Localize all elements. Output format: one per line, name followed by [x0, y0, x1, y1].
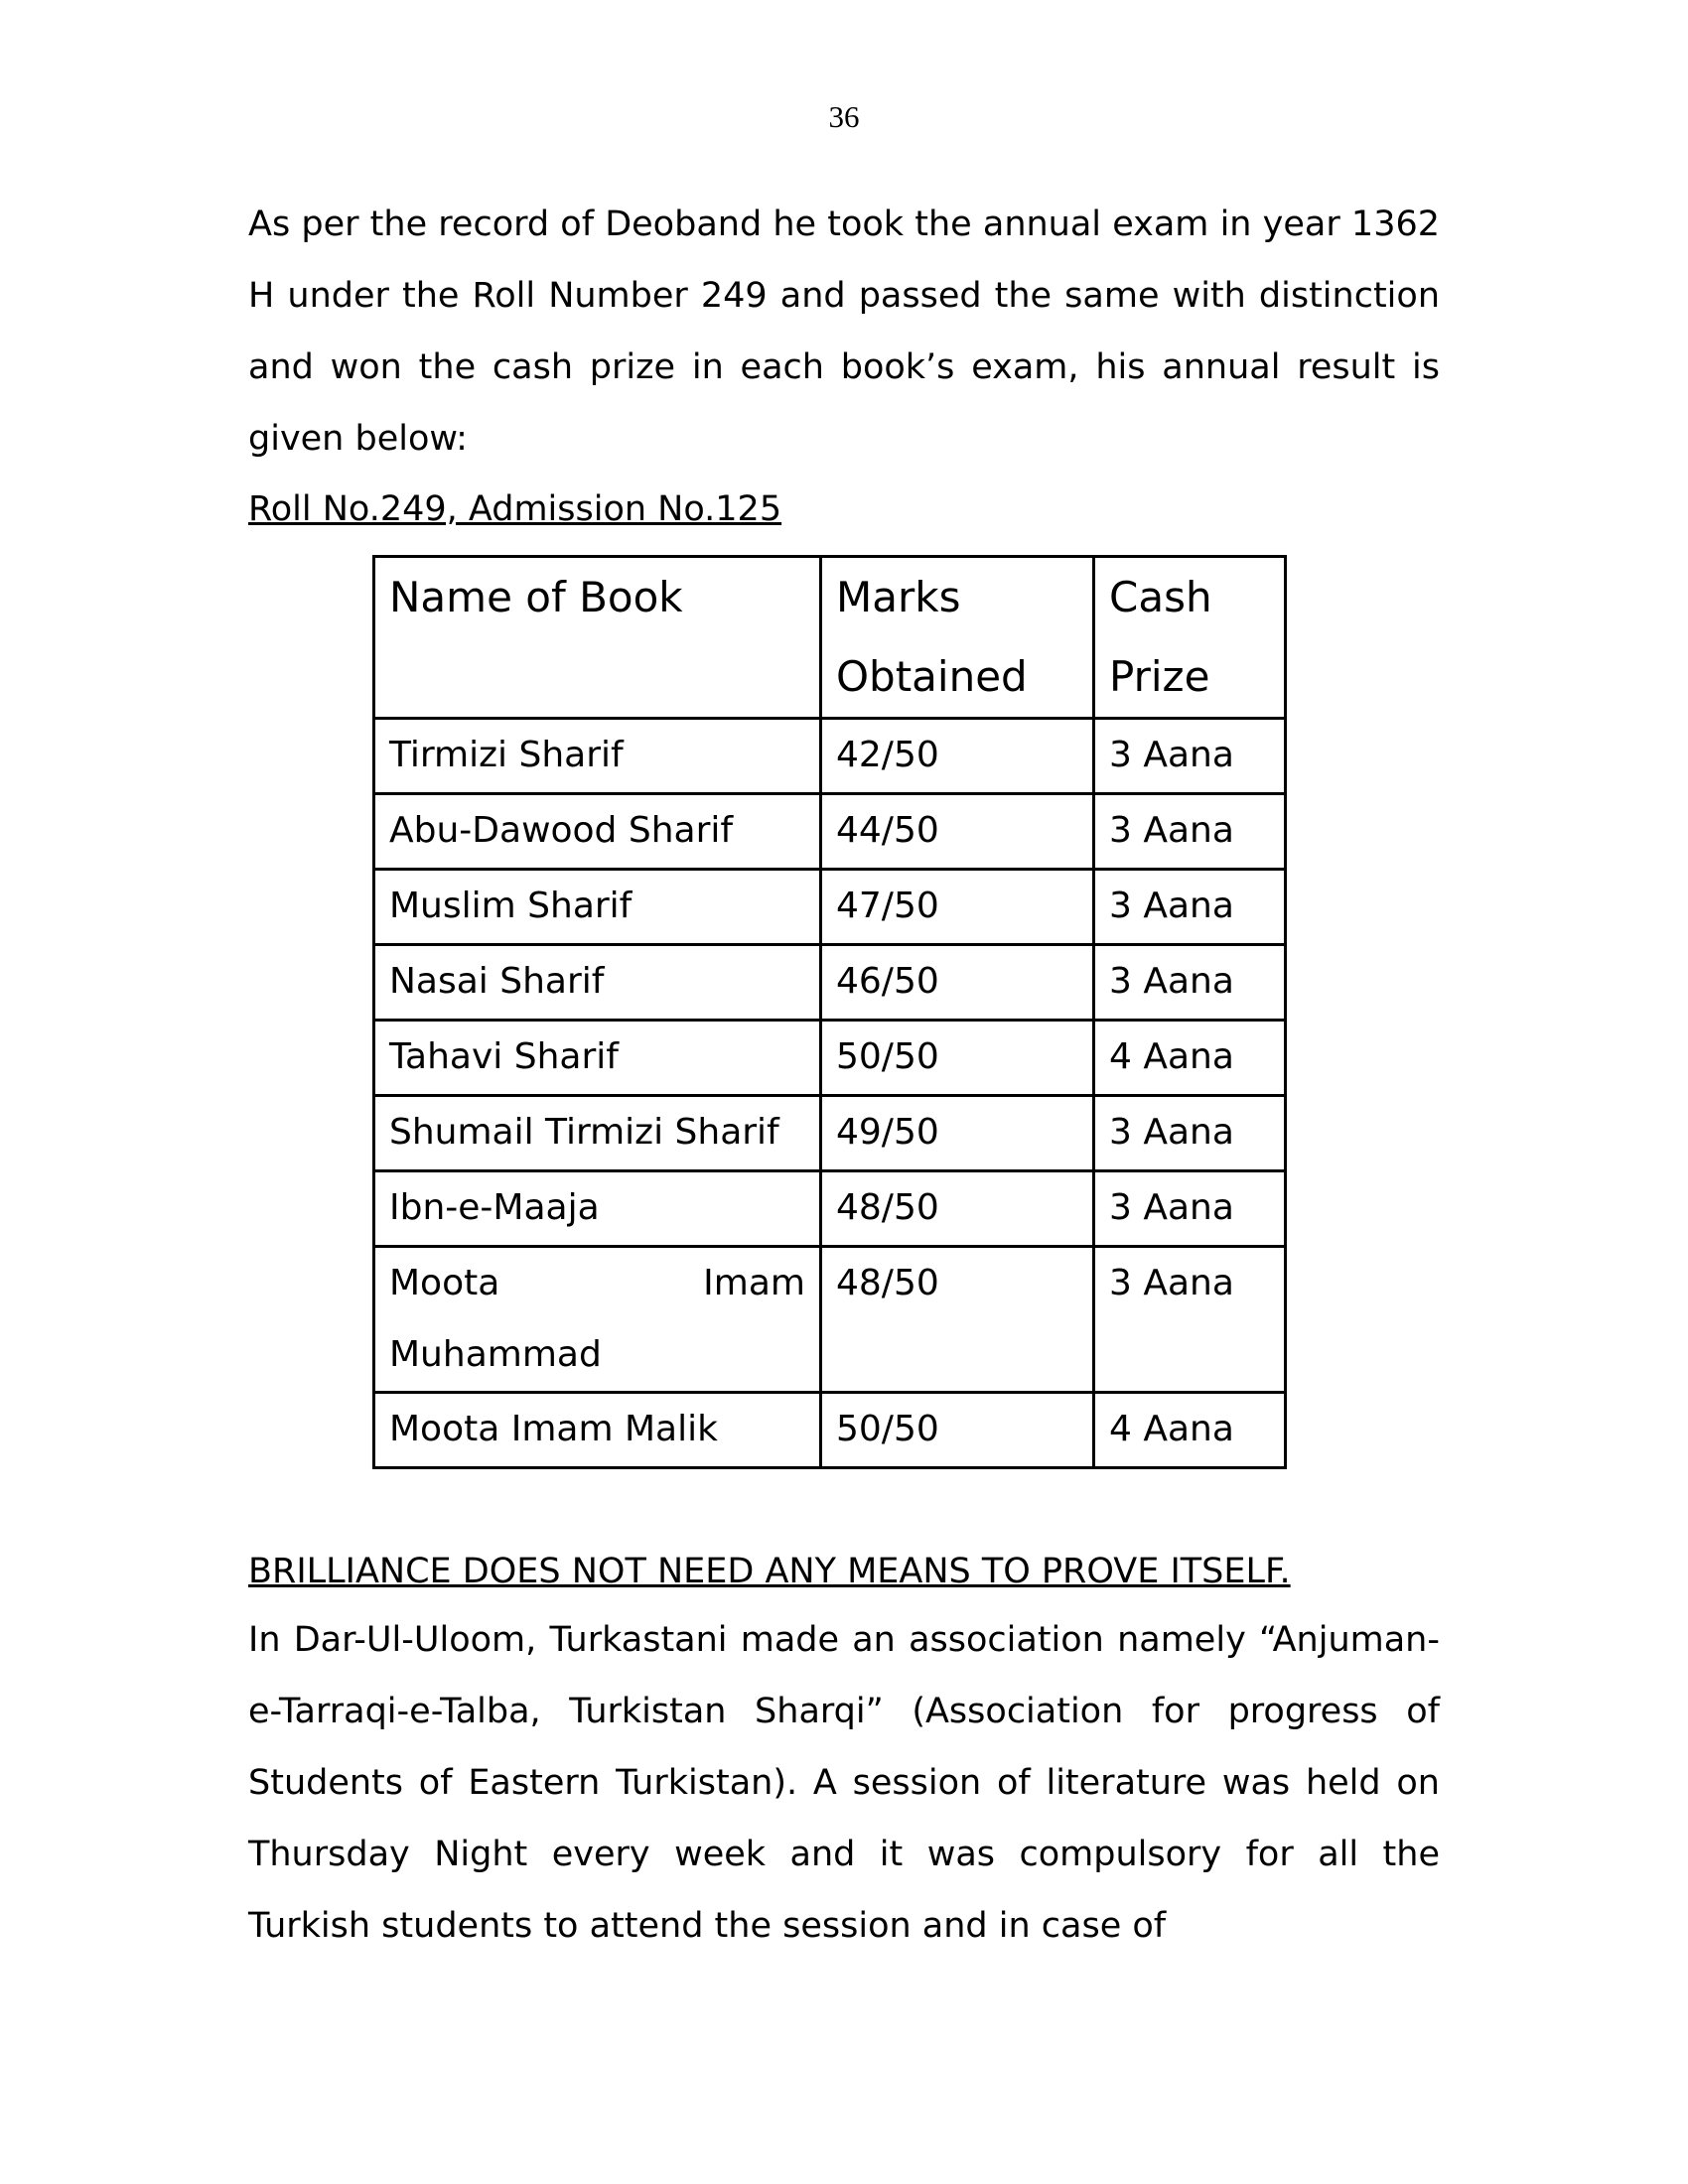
- book-cell: Tirmizi Sharif: [374, 719, 821, 794]
- book-cell: Moota Imam Muhammad: [374, 1247, 821, 1393]
- prize-cell: 4 Aana: [1094, 1393, 1286, 1468]
- marks-cell: 50/50: [821, 1393, 1094, 1468]
- book-cell: Nasai Sharif: [374, 945, 821, 1021]
- section-heading: BRILLIANCE DOES NOT NEED ANY MEANS TO PROVE ITSELF.: [248, 1552, 1291, 1591]
- book-cell: Abu-Dawood Sharif: [374, 794, 821, 870]
- results-table: [372, 555, 1287, 1469]
- table-row: [374, 794, 1286, 870]
- prize-cell: 3 Aana: [1094, 719, 1286, 794]
- book-cell: Shumail Tirmizi Sharif: [374, 1096, 821, 1171]
- marks-cell: 48/50: [821, 1171, 1094, 1247]
- table-row: [374, 1247, 1286, 1393]
- marks-cell: 46/50: [821, 945, 1094, 1021]
- prize-cell: 3 Aana: [1094, 945, 1286, 1021]
- prize-cell: 3 Aana: [1094, 1171, 1286, 1247]
- table-row: [374, 1096, 1286, 1171]
- book-cell: Tahavi Sharif: [374, 1021, 821, 1096]
- header-name-of-book: Name of Book: [374, 557, 821, 719]
- table-row: [374, 1021, 1286, 1096]
- marks-cell: 47/50: [821, 870, 1094, 945]
- table-row: [374, 1171, 1286, 1247]
- table-row: [374, 1393, 1286, 1468]
- intro-paragraph: [248, 189, 1440, 475]
- table-header-row: [374, 557, 1286, 719]
- book-cell: Moota Imam Malik: [374, 1393, 821, 1468]
- marks-cell: 49/50: [821, 1096, 1094, 1171]
- page-number: 36: [828, 99, 860, 134]
- marks-cell: 44/50: [821, 794, 1094, 870]
- table-row: [374, 945, 1286, 1021]
- marks-cell: 50/50: [821, 1021, 1094, 1096]
- header-marks-obtained: Marks Obtained: [821, 557, 1094, 719]
- prize-cell: 3 Aana: [1094, 794, 1286, 870]
- table-row: [374, 870, 1286, 945]
- marks-cell: 48/50: [821, 1247, 1094, 1393]
- marks-cell: 42/50: [821, 719, 1094, 794]
- intro-paragraph-text: As per the record of Deoband he took the annual exam in year 1362 H under the Roll Number 249 and passed the same with distinction and won the cash prize in each book’s exam, his annual result is given below:: [248, 205, 1440, 459]
- book-cell: Muslim Sharif: [374, 870, 821, 945]
- prize-cell: 3 Aana: [1094, 1247, 1286, 1393]
- prize-cell: 4 Aana: [1094, 1021, 1286, 1096]
- header-cash-prize: Cash Prize: [1094, 557, 1286, 719]
- book-cell: Ibn-e-Maaja: [374, 1171, 821, 1247]
- prize-cell: 3 Aana: [1094, 1096, 1286, 1171]
- table-row: [374, 719, 1286, 794]
- prize-cell: 3 Aana: [1094, 870, 1286, 945]
- association-paragraph: [248, 1604, 1440, 1962]
- association-paragraph-text: In Dar-Ul-Uloom, Turkastani made an association namely “Anjuman-e-Tarraqi-e-Talba, Turkistan Sharqi” (Association for progress of Students of Eastern Turkistan). A session of literature was held on Thursday Night every week and it was compulsory for all the Turkish students to attend the session and in case of: [248, 1620, 1440, 1946]
- roll-heading: Roll No.249, Admission No.125: [248, 489, 782, 529]
